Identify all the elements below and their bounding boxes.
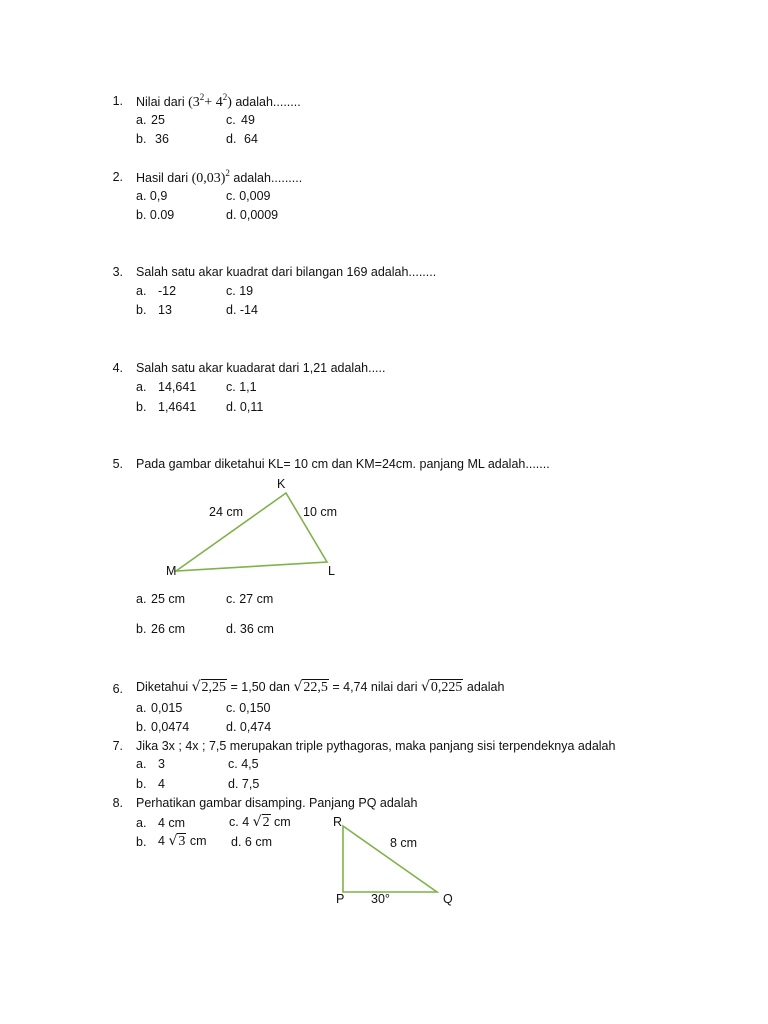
q4-option-a-value: 14,641 — [158, 380, 197, 394]
q2-option-c: c. 0,009 — [226, 189, 271, 203]
q4-number: 4. — [112, 361, 123, 375]
q2-option-d: d. 0,0009 — [226, 208, 279, 222]
q8-fig-label-r: R — [333, 815, 343, 829]
q6-eq-2: = 4,74 nilai dari — [332, 680, 418, 694]
q4-option-c: c. 1,1 — [226, 380, 257, 394]
q5-fig-label-k: K — [277, 477, 286, 491]
q6-radicand-2: 22,5 — [303, 680, 328, 695]
q1-option-a-value: 25 — [151, 113, 165, 127]
q6-option-c: c. 0,150 — [226, 701, 271, 715]
q1-exp1: 2 — [199, 92, 205, 102]
q1-option-c-value: 49 — [241, 113, 255, 127]
q2-text-post: adalah......... — [233, 171, 303, 185]
q6-radicand-1: 2,25 — [201, 680, 227, 695]
q2-number: 2. — [112, 170, 123, 184]
q6-option-d: d. 0,474 — [226, 720, 272, 734]
q8-option-c-coef: c. 4 — [229, 815, 250, 829]
q4-option-d: d. 0,11 — [226, 400, 264, 414]
q2-option-a: a. 0,9 — [136, 189, 168, 203]
q7-option-a-label: a. — [136, 757, 147, 771]
q2-option-b: b. 0.09 — [136, 208, 175, 222]
q8-fig-label-angle: 30° — [371, 892, 390, 906]
q6-question — [136, 679, 504, 696]
q8-option-c — [229, 814, 291, 831]
q4-option-b-value: 1,4641 — [158, 400, 197, 414]
q7-number: 7. — [112, 739, 123, 753]
q1-text-post: adalah........ — [235, 95, 301, 109]
q6-option-b-value: 0,0474 — [151, 720, 190, 734]
q5-option-b-label: b. — [136, 622, 147, 636]
q7-option-b-value: 4 — [158, 777, 165, 791]
q5-option-c: c. 27 cm — [226, 592, 274, 606]
q4-option-b-label: b. — [136, 400, 147, 414]
q6-radicand-3: 0,225 — [430, 680, 463, 695]
q1-option-b-value: 36 — [155, 132, 169, 146]
q7-option-d: d. 7,5 — [228, 777, 260, 791]
q3-option-a-value: -12 — [158, 284, 177, 298]
q6-text-pre: Diketahui — [136, 680, 189, 694]
q1-text-pre: Nilai dari — [136, 95, 185, 109]
q7-option-b-label: b. — [136, 777, 147, 791]
q3-number: 3. — [112, 265, 123, 279]
q6-option-b-label: b. — [136, 720, 147, 734]
q6-eq-1: = 1,50 dan — [230, 680, 290, 694]
q4-option-a-label: a. — [136, 380, 147, 394]
q5-question: Pada gambar diketahui KL= 10 cm dan KM=24cm. panjang ML adalah....... — [136, 457, 550, 471]
q2-base: (0,03) — [191, 171, 226, 186]
q8-option-b-coef: 4 — [158, 834, 165, 848]
q5-fig-label-kl: 10 cm — [303, 505, 338, 519]
q1-number: 1. — [112, 94, 123, 108]
q8-fig-label-rq: 8 cm — [390, 836, 418, 850]
q8-fig-label-q: Q — [443, 892, 453, 906]
q6-sqrt-1: √2,25 — [191, 679, 227, 695]
q5-option-d: d. 36 cm — [226, 622, 274, 636]
q1-exp2: 2 — [222, 92, 228, 102]
q3-question: Salah satu akar kuadrat dari bilangan 169 adalah........ — [136, 265, 437, 279]
q5-option-b-value: 26 cm — [151, 622, 186, 636]
q3-option-d: d. -14 — [226, 303, 258, 317]
q8-option-d: d. 6 cm — [231, 835, 272, 849]
q6-sqrt-2: √22,5 — [293, 679, 328, 695]
q8-option-b-label: b. — [136, 835, 147, 849]
q1-option-d-label: d. — [226, 132, 237, 146]
q1-option-c-label: c. — [226, 113, 236, 127]
q6-option-a-label: a. — [136, 701, 147, 715]
q5-option-a-value: 25 cm — [151, 592, 186, 606]
q1-plus: + — [204, 95, 213, 110]
q5-fig-label-l: L — [328, 564, 335, 578]
q1-option-b-label: b. — [136, 132, 147, 146]
q1-expression: $(3^2+ 4^2)$ — [188, 92, 232, 110]
q7-option-a-value: 3 — [158, 757, 165, 771]
q5-option-a-label: a. — [136, 592, 147, 606]
q7-option-c: c. 4,5 — [228, 757, 259, 771]
q3-option-b-value: 13 — [158, 303, 172, 317]
q8-option-b-sqrt: √3 — [168, 833, 186, 849]
q6-text-post: adalah — [466, 680, 505, 694]
q6-sqrt-3: √0,225 — [420, 679, 463, 695]
q3-option-b-label: b. — [136, 303, 147, 317]
q8-question: Perhatikan gambar disamping. Panjang PQ adalah — [136, 796, 418, 810]
q5-fig-label-km: 24 cm — [209, 505, 244, 519]
q3-option-a-label: a. — [136, 284, 147, 298]
q6-option-a-value: 0,015 — [151, 701, 183, 715]
q4-question: Salah satu akar kuadarat dari 1,21 adalah..... — [136, 361, 386, 375]
q2-text-pre: Hasil dari — [136, 171, 189, 185]
q8-option-b-unit: cm — [189, 834, 207, 848]
q8-option-a-label: a. — [136, 816, 147, 830]
q2-exp: 2 — [225, 168, 230, 178]
q1-option-d-value: 64 — [244, 132, 258, 146]
q1-base1: 3 — [192, 95, 200, 110]
q8-option-b-radicand: 3 — [178, 834, 186, 849]
q8-option-c-sqrt: √2 — [252, 814, 270, 830]
q8-option-a-value: 4 cm — [158, 816, 186, 830]
q7-question: Jika 3x ; 4x ; 7,5 merupakan triple pythagoras, maka panjang sisi terpendeknya adalah — [136, 739, 616, 753]
q3-option-c: c. 19 — [226, 284, 254, 298]
q8-fig-label-p: P — [336, 892, 345, 906]
q5-number: 5. — [112, 457, 123, 471]
q1-option-a-label: a. — [136, 113, 147, 127]
q5-fig-label-m: M — [166, 564, 177, 578]
q8-option-c-radicand: 2 — [262, 815, 270, 830]
q6-number: 6. — [112, 682, 123, 696]
q1-base2: 4 — [215, 95, 223, 110]
q8-number: 8. — [112, 796, 123, 810]
q8-option-b-value — [158, 833, 207, 850]
q8-option-c-unit: cm — [274, 815, 291, 829]
